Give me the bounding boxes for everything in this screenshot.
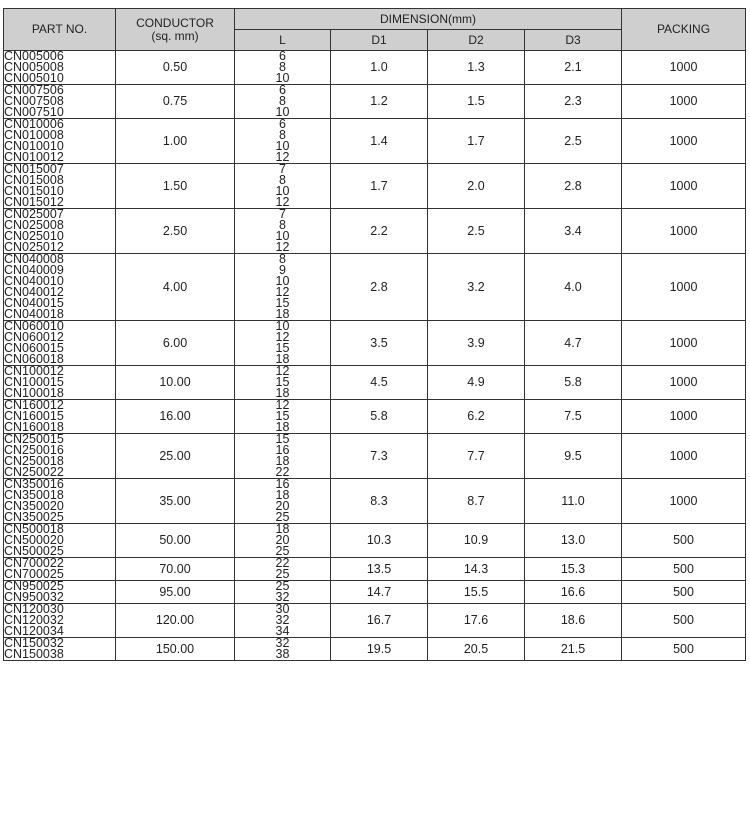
conductor-cell: 0.50 (116, 51, 235, 85)
length-value: 32 (275, 636, 290, 650)
length-value: 18 (275, 352, 290, 366)
length-cell (235, 581, 331, 604)
table-row (4, 254, 746, 321)
length-value: 10 (275, 229, 290, 243)
d3-cell: 15.3 (525, 558, 622, 581)
d2-cell: 6.2 (428, 400, 525, 434)
part-no: CN150038 (4, 647, 64, 661)
d1-cell: 1.7 (331, 164, 428, 209)
length-value: 25 (275, 579, 290, 593)
length-value: 8 (279, 252, 286, 266)
d2-cell: 3.2 (428, 254, 525, 321)
length-value: 12 (275, 240, 290, 254)
table-row (4, 119, 746, 164)
d3-cell: 18.6 (525, 604, 622, 638)
length-value: 25 (275, 510, 290, 524)
header-conductor (116, 9, 235, 51)
d1-cell: 1.4 (331, 119, 428, 164)
length-cell (235, 434, 331, 479)
part-no: CN010010 (4, 139, 64, 153)
d2-cell: 1.5 (428, 85, 525, 119)
d2-cell: 1.3 (428, 51, 525, 85)
part-no-cell (4, 638, 116, 661)
conductor-cell: 4.00 (116, 254, 235, 321)
length-value: 8 (279, 60, 286, 74)
length-value: 16 (275, 477, 290, 491)
part-no: CN350020 (4, 499, 64, 513)
spec-table (3, 8, 746, 661)
conductor-cell: 1.50 (116, 164, 235, 209)
d3-cell: 3.4 (525, 209, 622, 254)
d3-cell: 11.0 (525, 479, 622, 524)
length-value: 15 (275, 296, 290, 310)
length-cell (235, 254, 331, 321)
length-value: 12 (275, 398, 290, 412)
d2-cell: 1.7 (428, 119, 525, 164)
length-value: 18 (275, 454, 290, 468)
part-no-cell (4, 604, 116, 638)
packing-cell: 1000 (622, 254, 746, 321)
d1-cell: 7.3 (331, 434, 428, 479)
length-value: 7 (279, 162, 286, 176)
conductor-cell: 50.00 (116, 524, 235, 558)
d1-cell: 4.5 (331, 366, 428, 400)
length-value: 6 (279, 83, 286, 97)
part-no: CN120034 (4, 624, 64, 638)
d3-cell: 7.5 (525, 400, 622, 434)
part-no: CN250022 (4, 465, 64, 479)
length-value: 10 (275, 319, 290, 333)
length-value: 10 (275, 71, 290, 85)
conductor-cell: 1.00 (116, 119, 235, 164)
d1-cell: 19.5 (331, 638, 428, 661)
length-value: 8 (279, 94, 286, 108)
part-no: CN007510 (4, 105, 64, 119)
part-no: CN350016 (4, 477, 64, 491)
part-no: CN160012 (4, 398, 64, 412)
d3-cell: 2.8 (525, 164, 622, 209)
length-value: 10 (275, 105, 290, 119)
length-cell (235, 51, 331, 85)
part-no: CN060018 (4, 352, 64, 366)
part-no: CN007506 (4, 83, 64, 97)
table-row (4, 434, 746, 479)
part-no: CN250018 (4, 454, 64, 468)
length-cell (235, 164, 331, 209)
part-no-cell (4, 558, 116, 581)
conductor-cell: 6.00 (116, 321, 235, 366)
d2-cell: 10.9 (428, 524, 525, 558)
conductor-cell: 2.50 (116, 209, 235, 254)
length-value: 8 (279, 128, 286, 142)
length-value: 9 (279, 263, 286, 277)
length-value: 32 (275, 590, 290, 604)
d1-cell: 13.5 (331, 558, 428, 581)
length-value: 15 (275, 341, 290, 355)
length-value: 10 (275, 139, 290, 153)
d1-cell: 14.7 (331, 581, 428, 604)
length-value: 12 (275, 195, 290, 209)
part-no: CN040015 (4, 296, 64, 310)
length-value: 22 (275, 465, 290, 479)
length-cell (235, 558, 331, 581)
length-value: 25 (275, 567, 290, 581)
part-no: CN500018 (4, 522, 64, 536)
header-d1: D1 (331, 30, 428, 51)
table-row (4, 524, 746, 558)
d3-cell: 2.5 (525, 119, 622, 164)
part-no: CN500020 (4, 533, 64, 547)
d3-cell: 2.1 (525, 51, 622, 85)
packing-cell: 500 (622, 604, 746, 638)
length-cell (235, 366, 331, 400)
d2-cell: 2.5 (428, 209, 525, 254)
conductor-cell: 10.00 (116, 366, 235, 400)
table-row (4, 366, 746, 400)
length-value: 12 (275, 150, 290, 164)
packing-cell: 1000 (622, 209, 746, 254)
d2-cell: 4.9 (428, 366, 525, 400)
part-no: CN007508 (4, 94, 64, 108)
conductor-cell: 16.00 (116, 400, 235, 434)
part-no-cell (4, 51, 116, 85)
part-no-cell (4, 321, 116, 366)
part-no: CN040008 (4, 252, 64, 266)
length-cell (235, 524, 331, 558)
packing-cell: 1000 (622, 321, 746, 366)
table-row (4, 604, 746, 638)
length-value: 10 (275, 274, 290, 288)
length-cell (235, 85, 331, 119)
packing-cell: 1000 (622, 164, 746, 209)
conductor-cell: 25.00 (116, 434, 235, 479)
length-cell (235, 321, 331, 366)
part-no: CN015008 (4, 173, 64, 187)
part-no-cell (4, 85, 116, 119)
d1-cell: 2.2 (331, 209, 428, 254)
length-cell (235, 479, 331, 524)
table-row (4, 581, 746, 604)
packing-cell: 1000 (622, 366, 746, 400)
d3-cell: 9.5 (525, 434, 622, 479)
part-no: CN040009 (4, 263, 64, 277)
d2-cell: 17.6 (428, 604, 525, 638)
table-row (4, 85, 746, 119)
length-value: 32 (275, 613, 290, 627)
header-l: L (235, 30, 331, 51)
table-row (4, 321, 746, 366)
d2-cell: 20.5 (428, 638, 525, 661)
header-d3: D3 (525, 30, 622, 51)
length-value: 7 (279, 207, 286, 221)
d1-cell: 3.5 (331, 321, 428, 366)
d2-cell: 15.5 (428, 581, 525, 604)
part-no: CN160015 (4, 409, 64, 423)
d2-cell: 2.0 (428, 164, 525, 209)
header-conductor-line1: CONDUCTOR (136, 15, 214, 30)
part-no: CN120032 (4, 613, 64, 627)
part-no: CN700022 (4, 556, 64, 570)
part-no-cell (4, 581, 116, 604)
part-no: CN010006 (4, 117, 64, 131)
conductor-cell: 95.00 (116, 581, 235, 604)
part-no: CN250016 (4, 443, 64, 457)
length-value: 30 (275, 602, 290, 616)
part-no: CN025012 (4, 240, 64, 254)
d1-cell: 1.0 (331, 51, 428, 85)
length-value: 20 (275, 499, 290, 513)
length-value: 6 (279, 49, 286, 63)
length-value: 18 (275, 420, 290, 434)
length-value: 8 (279, 173, 286, 187)
part-no: CN015010 (4, 184, 64, 198)
part-no-cell (4, 524, 116, 558)
part-no-cell (4, 164, 116, 209)
length-value: 25 (275, 544, 290, 558)
part-no: CN015007 (4, 162, 64, 176)
part-no: CN100012 (4, 364, 64, 378)
part-no: CN160018 (4, 420, 64, 434)
part-no: CN005008 (4, 60, 64, 74)
part-no: CN010012 (4, 150, 64, 164)
d2-cell: 8.7 (428, 479, 525, 524)
part-no: CN120030 (4, 602, 64, 616)
d1-cell: 8.3 (331, 479, 428, 524)
length-value: 15 (275, 375, 290, 389)
length-value: 18 (275, 488, 290, 502)
part-no-cell (4, 209, 116, 254)
d3-cell: 4.7 (525, 321, 622, 366)
d1-cell: 1.2 (331, 85, 428, 119)
part-no-cell (4, 254, 116, 321)
d3-cell: 2.3 (525, 85, 622, 119)
conductor-cell: 35.00 (116, 479, 235, 524)
packing-cell: 1000 (622, 479, 746, 524)
d3-cell: 16.6 (525, 581, 622, 604)
part-no-cell (4, 434, 116, 479)
header-conductor-line2: (sq. mm) (151, 28, 199, 43)
packing-cell: 1000 (622, 400, 746, 434)
header-packing: PACKING (622, 9, 746, 51)
length-cell (235, 209, 331, 254)
part-no: CN060012 (4, 330, 64, 344)
part-no: CN100018 (4, 386, 64, 400)
part-no: CN950032 (4, 590, 64, 604)
table-row (4, 638, 746, 661)
length-value: 38 (275, 647, 290, 661)
table-row (4, 164, 746, 209)
d3-cell: 4.0 (525, 254, 622, 321)
length-value: 12 (275, 285, 290, 299)
part-no: CN100015 (4, 375, 64, 389)
length-value: 18 (275, 386, 290, 400)
d1-cell: 16.7 (331, 604, 428, 638)
d2-cell: 7.7 (428, 434, 525, 479)
table-body (4, 51, 746, 661)
packing-cell: 500 (622, 638, 746, 661)
conductor-cell: 0.75 (116, 85, 235, 119)
d2-cell: 14.3 (428, 558, 525, 581)
packing-cell: 1000 (622, 51, 746, 85)
length-value: 12 (275, 330, 290, 344)
length-value: 12 (275, 364, 290, 378)
conductor-cell: 120.00 (116, 604, 235, 638)
part-no: CN060015 (4, 341, 64, 355)
length-cell (235, 638, 331, 661)
d2-cell: 3.9 (428, 321, 525, 366)
d3-cell: 5.8 (525, 366, 622, 400)
packing-cell: 500 (622, 558, 746, 581)
part-no: CN350025 (4, 510, 64, 524)
header-dimension: DIMENSION(mm) (235, 9, 622, 30)
d1-cell: 2.8 (331, 254, 428, 321)
length-cell (235, 400, 331, 434)
part-no-cell (4, 400, 116, 434)
part-no-cell (4, 119, 116, 164)
part-no-cell (4, 366, 116, 400)
length-value: 18 (275, 307, 290, 321)
table-row (4, 558, 746, 581)
part-no: CN005010 (4, 71, 64, 85)
header-d2: D2 (428, 30, 525, 51)
part-no: CN015012 (4, 195, 64, 209)
packing-cell: 500 (622, 581, 746, 604)
table-row (4, 209, 746, 254)
part-no: CN040010 (4, 274, 64, 288)
part-no: CN950025 (4, 579, 64, 593)
length-value: 16 (275, 443, 290, 457)
part-no: CN250015 (4, 432, 64, 446)
length-value: 10 (275, 184, 290, 198)
d1-cell: 5.8 (331, 400, 428, 434)
d1-cell: 10.3 (331, 524, 428, 558)
part-no: CN500025 (4, 544, 64, 558)
part-no: CN010008 (4, 128, 64, 142)
part-no: CN025010 (4, 229, 64, 243)
part-no-cell (4, 479, 116, 524)
part-no: CN150032 (4, 636, 64, 650)
packing-cell: 1000 (622, 119, 746, 164)
part-no: CN350018 (4, 488, 64, 502)
part-no: CN025007 (4, 207, 64, 221)
part-no: CN025008 (4, 218, 64, 232)
length-value: 15 (275, 409, 290, 423)
part-no: CN060010 (4, 319, 64, 333)
table-row (4, 51, 746, 85)
packing-cell: 1000 (622, 434, 746, 479)
conductor-cell: 70.00 (116, 558, 235, 581)
d3-cell: 13.0 (525, 524, 622, 558)
length-value: 15 (275, 432, 290, 446)
length-value: 22 (275, 556, 290, 570)
d3-cell: 21.5 (525, 638, 622, 661)
part-no: CN040018 (4, 307, 64, 321)
conductor-cell: 150.00 (116, 638, 235, 661)
length-value: 34 (275, 624, 290, 638)
length-cell (235, 604, 331, 638)
length-value: 20 (275, 533, 290, 547)
part-no: CN700025 (4, 567, 64, 581)
packing-cell: 500 (622, 524, 746, 558)
packing-cell: 1000 (622, 85, 746, 119)
table-row (4, 400, 746, 434)
length-cell (235, 119, 331, 164)
length-value: 18 (275, 522, 290, 536)
part-no: CN040012 (4, 285, 64, 299)
table-row (4, 479, 746, 524)
part-no: CN005006 (4, 49, 64, 63)
length-value: 6 (279, 117, 286, 131)
header-part-no: PART NO. (4, 9, 116, 51)
length-value: 8 (279, 218, 286, 232)
